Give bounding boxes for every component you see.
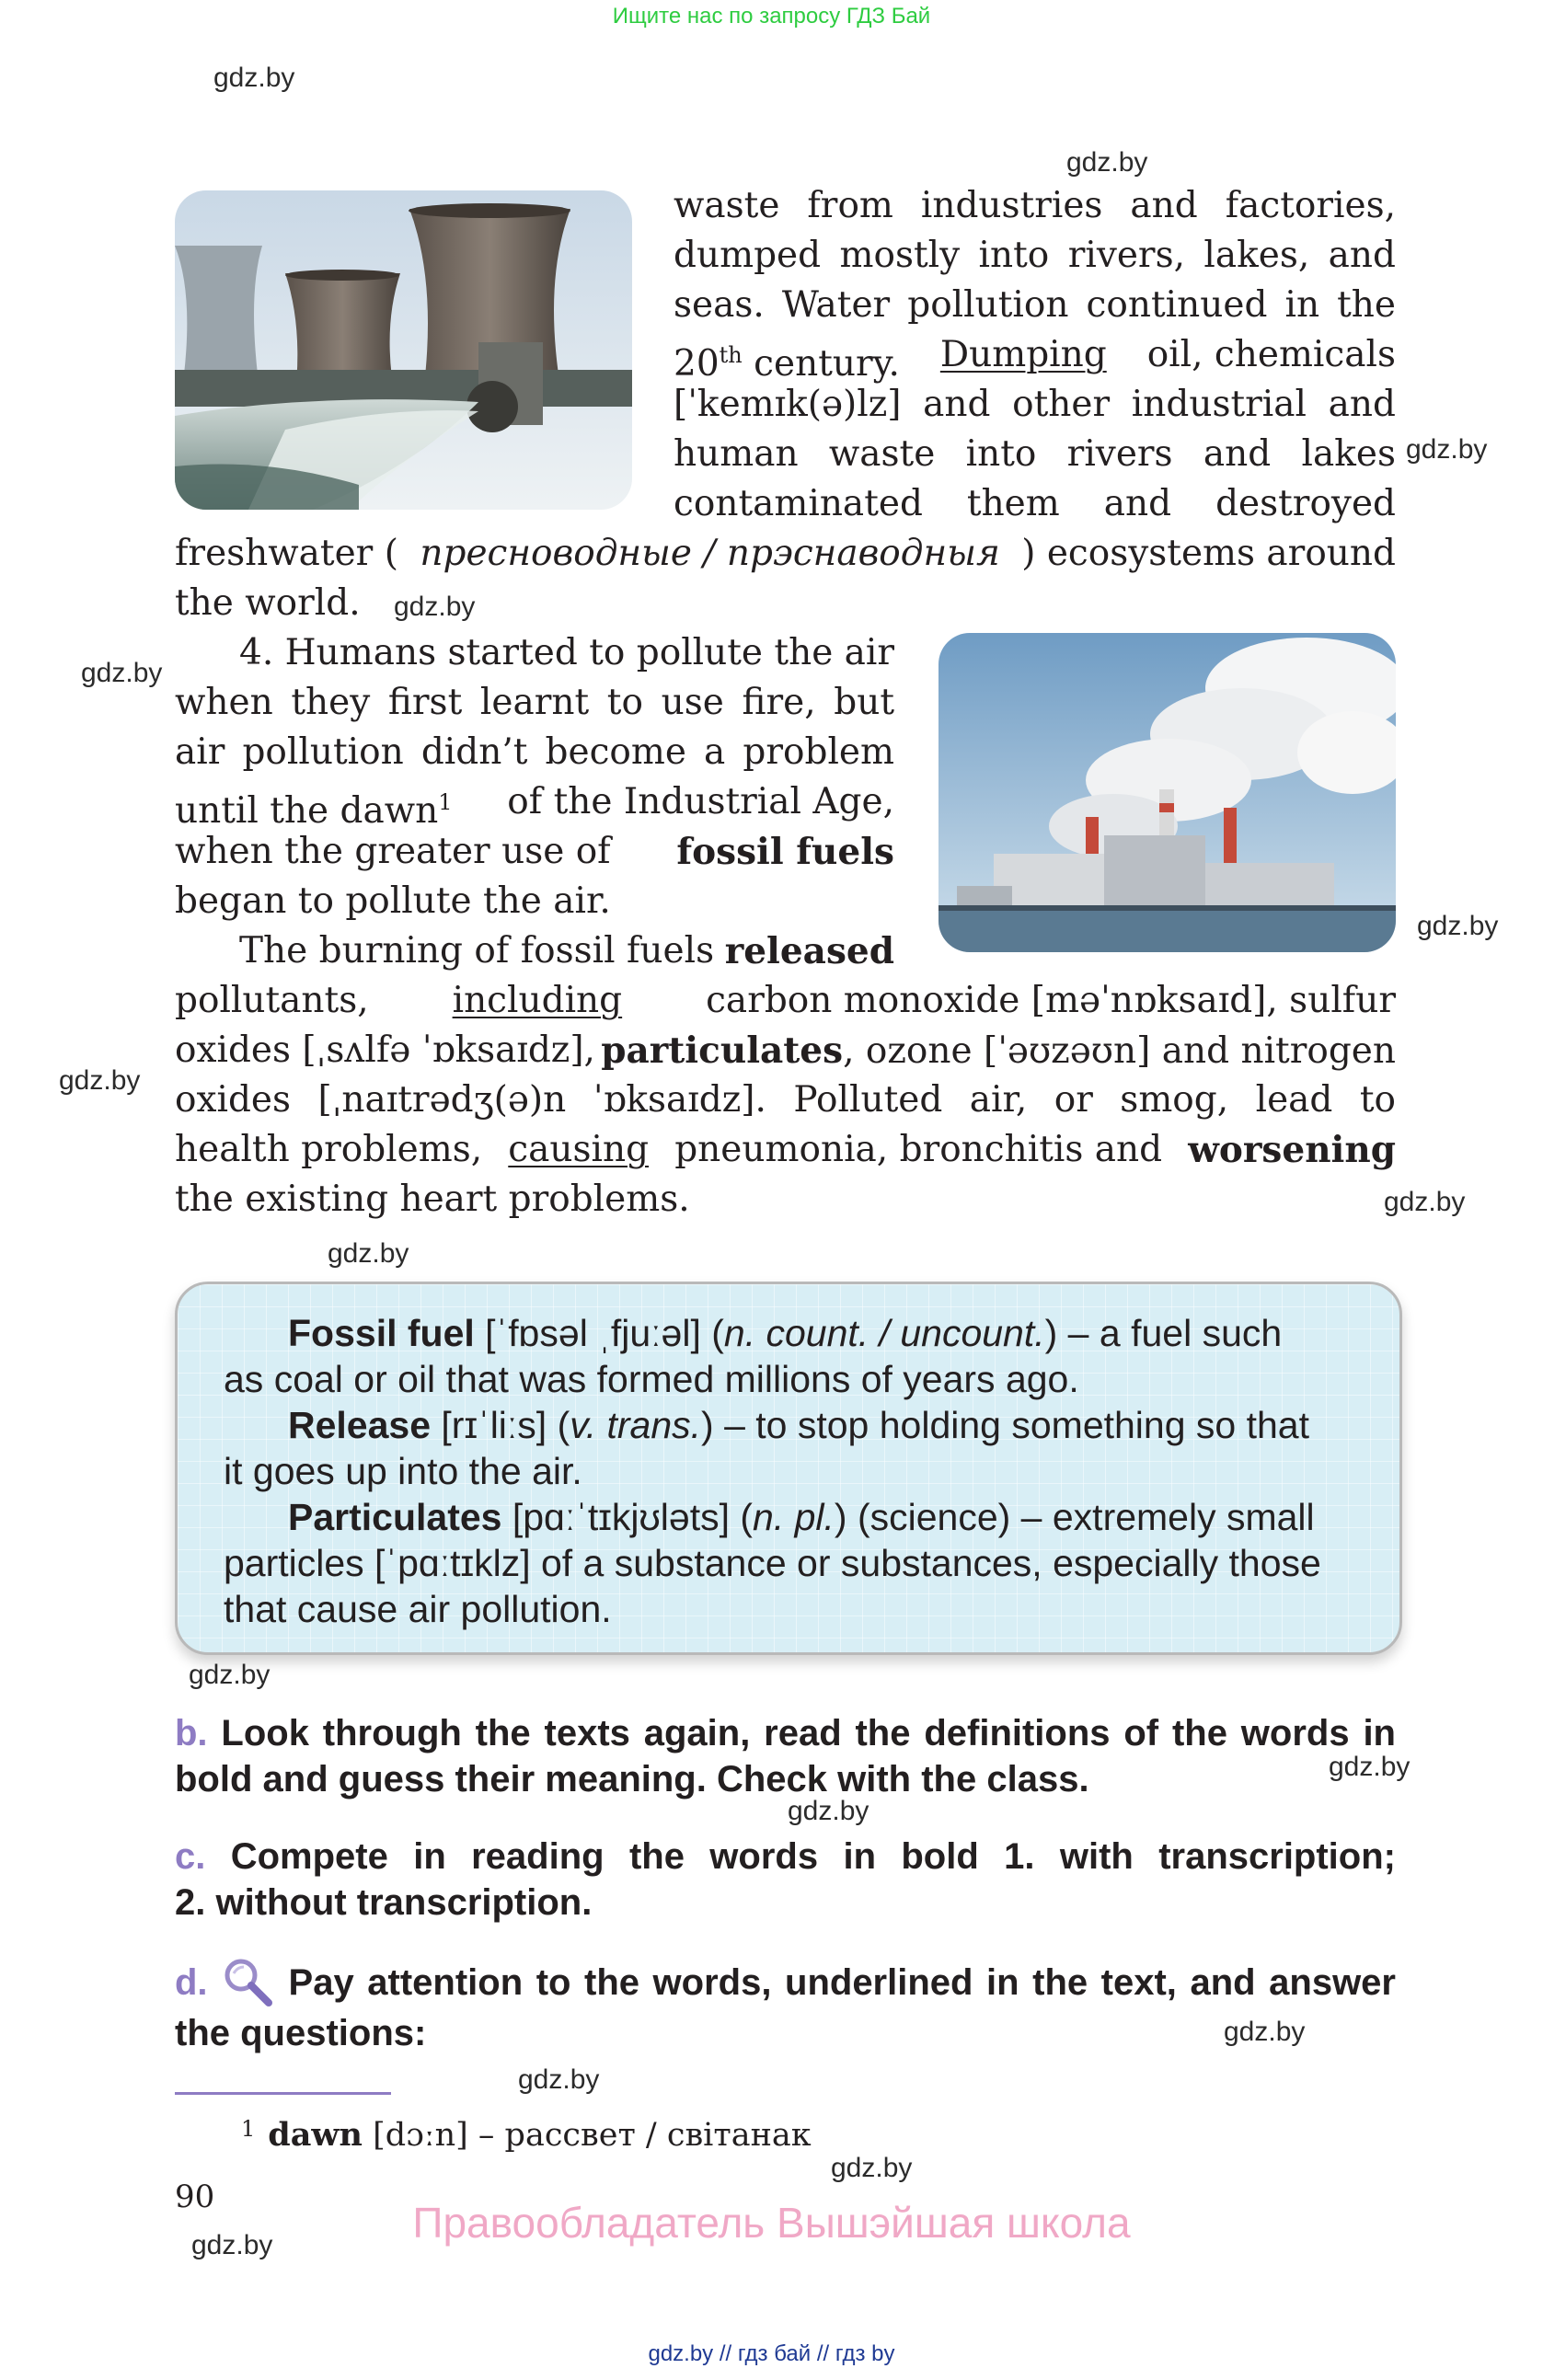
footnote-word: dawn [268,2116,363,2154]
bold-term-worsening: worsening [1188,1129,1396,1171]
body-line: [ˈkemɪk(ə)lz] and other industrial and [674,384,1396,425]
definition-particulates [288,1494,1315,1540]
definition-fossil-fuel [288,1310,1282,1356]
task-text: Pay attention to the words, underlined in the text, and answer [288,1962,1396,2003]
body-line [175,926,894,976]
body-text: of the Industrial Age, [507,781,894,822]
watermark: gdz.by [1329,1752,1411,1782]
body-line: oxides [ˌnaɪtrədʒ(ə)n ˈɒksaɪdz]. Polluted air, or smog, lead to [175,1079,1396,1121]
body-line [175,827,894,877]
definition-continuation: that cause air pollution. [224,1588,612,1630]
power-plant-illustration [938,633,1396,952]
task-d-line: the questions: [175,2013,427,2053]
body-text: pollutants, [175,980,369,1021]
definition-continuation: particles [ˈpɑːtɪklz] of a substance or substances, especially those [224,1542,1321,1584]
task-letter: d. [175,1962,208,2003]
footnote-pron: [dɔːn] [363,2117,468,2154]
body-line: contaminated them and destroyed [674,483,1396,524]
definition-term: Particulates [288,1496,502,1538]
body-line: the world. [175,582,361,624]
cooling-towers-photo [175,190,632,510]
body-line [175,529,1396,579]
body-line: 4. Humans started to pollute the air [239,632,895,673]
bold-term-released: released [724,930,894,972]
definition-grammar: n. pl. [753,1496,835,1538]
watermark: gdz.by [1066,147,1148,178]
watermark: gdz.by [189,1660,271,1690]
body-line: air pollution didn’t become a problem [175,731,894,773]
footnote-mark: 1 [438,789,453,815]
definition-grammar: v. trans. [570,1404,702,1446]
body-text [601,1026,1396,1076]
task-text: Look through the texts again, read the definitions of the words in [221,1713,1396,1753]
task-b-line [175,1710,1396,1756]
ordinal-suffix: th [719,342,743,368]
bold-term-fossil-fuels: fossil fuels [676,831,894,873]
magnifier-icon [221,1957,276,2008]
watermark: gdz.by [59,1065,141,1096]
underlined-word-including: including [452,980,623,1021]
watermark: gdz.by [1384,1187,1466,1217]
task-letter: b. [175,1713,208,1753]
task-d-line [175,1957,1396,2008]
task-letter: c. [175,1836,206,1877]
definition-pron: [ˈfɒsəl ˌfjuːəl] ( [474,1312,724,1354]
body-text: carbon monoxide [məˈnɒksaɪd], sulfur [706,980,1396,1021]
body-text: century. [754,343,900,385]
watermark: gdz.by [518,2064,600,2095]
definition-term: Release [288,1404,432,1446]
ordinal-number: 20 [674,343,720,385]
copyright-note: Правообладатель Вышэйшая школа [412,2199,1131,2247]
translation-italic: пресноводные / прэснаводныя [420,533,1000,574]
definition-pron: [rɪˈliːs] ( [431,1404,570,1446]
body-line: waste from industries and factories, [674,185,1396,226]
watermark: gdz.by [1224,2017,1306,2047]
watermark: gdz.by [1417,911,1499,941]
watermark: gdz.by [213,63,295,93]
body-text: pneumonia, bronchitis and [674,1129,1163,1170]
body-line: dumped mostly into rivers, lakes, and [674,235,1396,276]
power-plant-photo [938,633,1396,952]
body-line: when they first learnt to use fire, but [175,682,894,723]
header-search-note: Ищите нас по запросу ГДЗ Бай [612,4,931,29]
watermark: gdz.by [328,1238,409,1269]
definition-grammar: n. count. / uncount. [723,1312,1045,1354]
task-b-line: bold and guess their meaning. Check with the class. [175,1759,1089,1799]
bottom-links[interactable]: gdz.by // гдз бай // гдз by [648,2341,895,2366]
watermark: gdz.by [394,592,476,622]
watermark: gdz.by [788,1796,869,1826]
underlined-word-causing: causing [508,1129,650,1170]
definition-release [288,1402,1309,1448]
task-c-line: 2. without transcription. [175,1882,593,1923]
task-c-line [175,1834,1396,1880]
bold-term-particulates: particulates [601,1029,844,1072]
body-line: began to pollute the air. [175,880,611,922]
definition-term: Fossil fuel [288,1312,475,1354]
body-text: , ozone [ˈəʊzəʊn] and nitrogen [843,1030,1396,1072]
definition-text: ) – a fuel such [1044,1312,1283,1354]
definition-text: ) (science) – extremely small [834,1496,1315,1538]
body-text: health problems, [175,1129,483,1170]
underlined-word-dumping: Dumping [939,334,1107,375]
footnote-number: 1 [241,2116,256,2142]
page-number: 90 [175,2179,215,2215]
body-line: the existing heart problems. [175,1179,690,1220]
footnote-divider [175,2092,391,2095]
task-text: Compete in reading the words in bold 1. with transcription; [230,1836,1396,1877]
body-line [175,1026,1396,1076]
watermark: gdz.by [1406,434,1488,465]
body-text: oxides [ˌsʌlfə ˈɒksaɪdz], [175,1029,595,1071]
body-text: freshwater ( [175,533,398,574]
watermark: gdz.by [81,658,163,688]
definition-text: ) – to stop holding something so that [701,1404,1309,1446]
body-line [175,1125,1396,1175]
body-line [175,976,1396,1026]
body-text: until the dawn [175,790,439,832]
definition-continuation: as coal or oil that was formed millions of years ago. [224,1358,1079,1400]
watermark: gdz.by [831,2153,913,2183]
body-text: oil, chemicals [1146,334,1396,375]
watermark: gdz.by [191,2230,273,2260]
cooling-towers-illustration [175,190,632,510]
definition-pron: [pɑːˈtɪkjʊləts] ( [501,1496,754,1538]
body-text: The burning of fossil fuels [239,930,715,972]
footnote [241,2107,812,2157]
body-text: when the greater use of [175,831,611,872]
body-line: seas. Water pollution continued in the [674,284,1396,326]
definition-continuation: it goes up into the air. [224,1450,582,1492]
body-line: human waste into rivers and lakes [674,433,1396,475]
footnote-translation: – рассвет / світанак [467,2117,812,2154]
body-text: ) ecosystems around [1021,533,1396,574]
